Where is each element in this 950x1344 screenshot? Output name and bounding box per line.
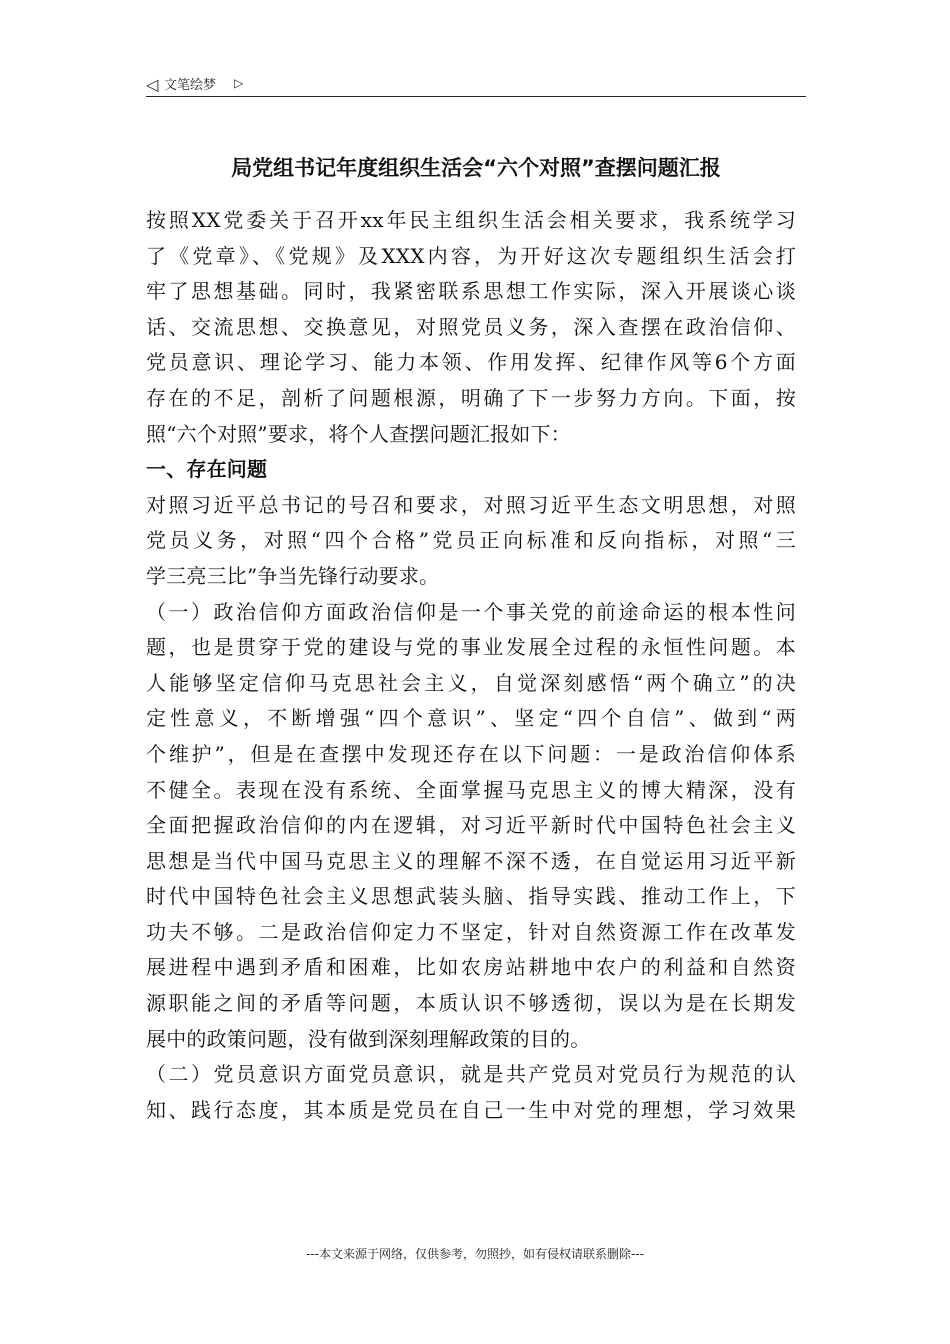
page-header — [146, 74, 806, 97]
body-line: 源职能之间的矛盾等问题，本质认识不够透彻，误以为是在长期发 — [146, 991, 796, 1016]
body-line: 功夫不够。二是政治信仰定力不坚定，针对自然资源工作在改革发 — [146, 919, 796, 944]
body-line: 思想是当代中国马克思主义的理解不深不透，在自觉运用习近平新 — [146, 848, 796, 873]
body-line: 照“六个对照”要求，将个人查摆问题汇报如下： — [146, 421, 571, 446]
body-line: 题，也是贯穿于党的建设与党的事业发展全过程的永恒性问题。本 — [146, 635, 796, 660]
document-title: 局党组书记年度组织生活会“六个对照”查摆问题汇报 — [231, 156, 721, 180]
body-line: 不健全。表现在没有系统、全面掌握马克思主义的博大精深，没有 — [146, 777, 796, 802]
body-line: 按照XX党委关于召开xx年民主组织生活会相关要求，我系统学习 — [146, 208, 796, 232]
body-line: 全面把握政治信仰的内在逻辑，对习近平新时代中国特色社会主义 — [146, 813, 796, 838]
body-line: 人能够坚定信仰马克思社会主义，自觉深刻感悟“两个确立”的决 — [146, 670, 796, 695]
body-line: 牢了思想基础。同时，我紧密联系思想工作实际，深入开展谈心谈 — [146, 279, 796, 304]
document-body — [146, 203, 796, 1128]
body-line: 对照习近平总书记的号召和要求，对照习近平生态文明思想，对照 — [146, 492, 796, 517]
body-line: （二）党员意识方面党员意识，就是共产党员对党员行为规范的认 — [146, 1062, 796, 1087]
body-line: 存在的不足，剖析了问题根源，明确了下一步努力方向。下面，按 — [146, 385, 796, 410]
body-line: 学三亮三比”争当先锋行动要求。 — [146, 563, 440, 588]
body-line: 展中的政策问题，没有做到深刻理解政策的目的。 — [146, 1026, 591, 1051]
body-line: （一）政治信仰方面政治信仰是一个事关党的前途命运的根本性问 — [146, 599, 796, 624]
header-brand: 文笔绘梦 — [164, 78, 217, 93]
body-line: 知、践行态度，其本质是党员在自己一生中对党的理想，学习效果 — [146, 1097, 796, 1122]
body-line: 展进程中遇到矛盾和困难，比如农房站耕地中农户的利益和自然资 — [146, 955, 796, 980]
body-line: 时代中国特色社会主义思想武装头脑、指导实践、推动工作上，下 — [146, 884, 796, 909]
body-line: 党员义务，对照“四个合格”党员正向标准和反向指标，对照“三 — [146, 528, 796, 553]
body-line: 话、交流思想、交换意见，对照党员义务，深入查摆在政治信仰、 — [146, 314, 796, 339]
body-line: 党员意识、理论学习、能力本领、作用发挥、纪律作风等6个方面 — [146, 350, 796, 375]
body-line: 定性意义，不断增强“四个意识”、坚定“四个自信”、做到“两 — [146, 706, 796, 731]
triangle-left-icon: ◁ — [146, 75, 159, 94]
section-heading: 一、存在问题 — [146, 457, 268, 482]
body-line: 个维护”，但是在查摆中发现还存在以下问题：一是政治信仰体系 — [146, 741, 796, 766]
triangle-right-icon: ▷ — [234, 76, 244, 90]
body-line: 了《党章》、《党规》及XXX内容，为开好这次专题组织生活会打 — [146, 243, 796, 268]
page-footer-disclaimer: ---本文来源于网络，仅供参考，勿照抄，如有侵权请联系删除--- — [306, 1247, 644, 1261]
